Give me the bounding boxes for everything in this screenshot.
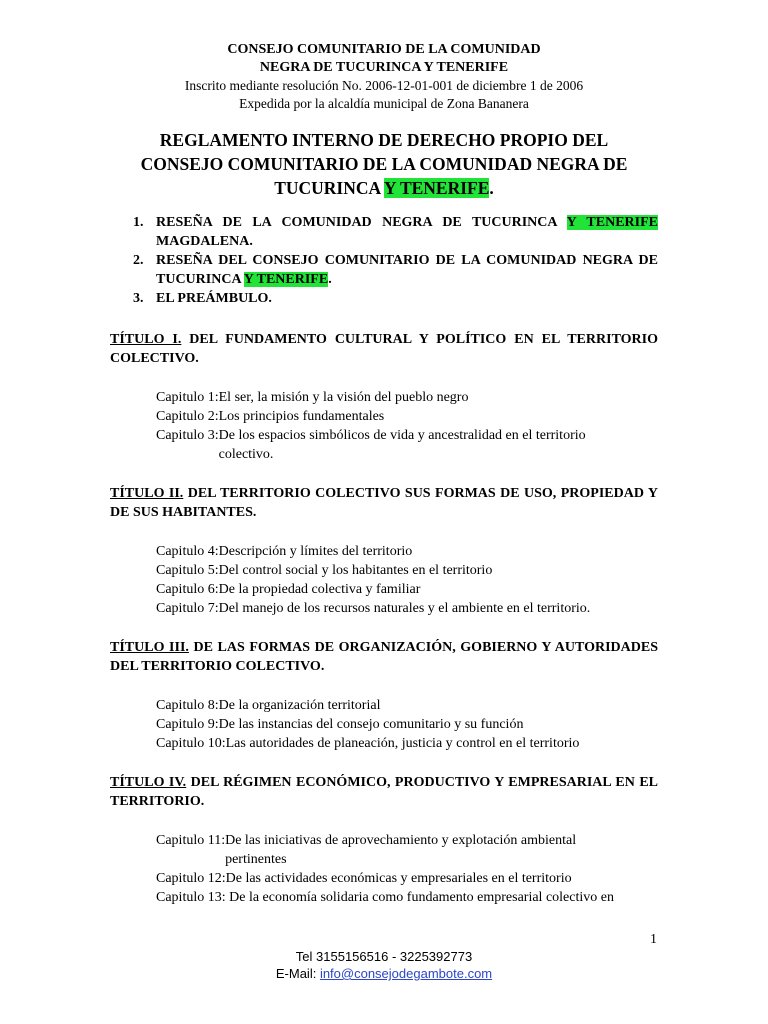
numbered-item <box>110 213 658 251</box>
titulo-label: TÍTULO I. <box>110 332 182 347</box>
titulo-text: DEL RÉGIMEN ECONÓMICO, PRODUCTIVO Y EMPRESARIAL EN EL TERRITORIO. <box>110 775 658 809</box>
numbered-list <box>110 213 658 308</box>
document-title-highlight: Y TENERIFE <box>383 178 490 198</box>
chapter-text: Los principios fundamentales <box>218 409 385 424</box>
chapter-item <box>156 831 661 869</box>
numbered-item <box>110 251 658 289</box>
item-text-wrap <box>156 251 658 289</box>
page-number: 1 <box>650 932 657 947</box>
document-title-main: REGLAMENTO INTERNO DE DERECHO PROPIO DEL CONSEJO COMUNITARIO DE LA COMUNIDAD NEGRA DE TUCURINCA <box>140 130 628 198</box>
chapter-text: Del manejo de los recursos naturales y el ambiente en el territorio. <box>218 601 591 616</box>
letterhead <box>0 41 768 113</box>
letterhead-line-3: Inscrito mediante resolución No. 2006-12-01-001 de diciembre 1 de 2006 <box>184 78 584 93</box>
chapter-label: Capitulo 12: <box>156 871 226 886</box>
chapter-list <box>156 831 661 907</box>
chapter-text: Descripción y límites del territorio <box>218 544 413 559</box>
chapter-item <box>156 388 661 407</box>
item-highlight: Y TENERIFE <box>566 215 658 230</box>
chapter-label: Capitulo 9: <box>156 717 219 732</box>
letterhead-line-1: CONSEJO COMUNITARIO DE LA COMUNIDAD <box>227 42 541 57</box>
chapter-label: Capitulo 10: <box>156 736 226 751</box>
titulo-heading <box>110 773 658 811</box>
chapter-text: De las iniciativas de aprovechamiento y explotación ambiental pertinentes <box>225 833 577 867</box>
chapter-label: Capitulo 5: <box>156 563 219 578</box>
chapter-label: Capitulo 13: <box>156 890 230 905</box>
item-after: MAGDALENA. <box>156 234 253 249</box>
letterhead-line-2: NEGRA DE TUCURINCA Y TENERIFE <box>259 60 509 75</box>
item-highlight: Y TENERIFE <box>243 272 329 287</box>
document-title-end: . <box>489 178 494 198</box>
chapter-label: Capitulo 2: <box>156 409 219 424</box>
item-text: EL PREÁMBULO. <box>156 291 272 306</box>
chapter-text: De la economía solidaria como fundamento empresarial colectivo en <box>229 890 614 905</box>
titulo-text: DEL FUNDAMENTO CULTURAL Y POLÍTICO EN EL TERRITORIO COLECTIVO. <box>110 332 658 366</box>
chapter-item <box>156 407 661 426</box>
item-number: 2. <box>133 253 144 268</box>
titulo-text: DEL TERRITORIO COLECTIVO SUS FORMAS DE USO, PROPIEDAD Y DE SUS HABITANTES. <box>110 486 659 520</box>
titulo-heading <box>110 638 658 676</box>
chapter-item <box>156 715 661 734</box>
page-footer <box>0 948 768 982</box>
chapter-item <box>156 599 661 618</box>
chapter-text: De la propiedad colectiva y familiar <box>218 582 421 597</box>
footer-email-link[interactable]: info@consejodegambote.com <box>319 966 493 981</box>
chapter-item <box>156 426 661 464</box>
document-title <box>120 128 648 200</box>
chapter-item <box>156 696 661 715</box>
item-text-wrap <box>156 289 658 308</box>
chapter-item <box>156 888 661 907</box>
chapter-text: De la organización territorial <box>218 698 381 713</box>
chapter-label: Capitulo 3: <box>156 428 219 443</box>
item-number: 1. <box>133 215 144 230</box>
chapter-text: El ser, la misión y la visión del pueblo negro <box>218 390 469 405</box>
chapter-text: De las instancias del consejo comunitario y su función <box>218 717 524 732</box>
footer-phone: Tel 3155156516 - 3225392773 <box>295 949 473 964</box>
chapter-label: Capitulo 4: <box>156 544 219 559</box>
chapter-item <box>156 561 661 580</box>
chapter-label: Capitulo 11: <box>156 833 226 848</box>
titulo-label: TÍTULO III. <box>110 640 189 655</box>
item-text-wrap <box>156 213 658 251</box>
titulo-label: TÍTULO II. <box>110 486 184 501</box>
chapter-list <box>156 696 661 753</box>
item-after: . <box>328 272 332 287</box>
chapter-label: Capitulo 7: <box>156 601 219 616</box>
chapter-item <box>156 580 661 599</box>
titulo-heading <box>110 330 658 368</box>
footer-email-line <box>0 965 768 982</box>
chapter-label: Capitulo 1: <box>156 390 219 405</box>
footer-email-label: E-Mail: <box>275 966 320 981</box>
chapter-label: Capitulo 8: <box>156 698 219 713</box>
chapter-item <box>156 542 661 561</box>
chapter-item <box>156 869 661 888</box>
chapter-label: Capitulo 6: <box>156 582 219 597</box>
chapter-text: De los espacios simbólicos de vida y ancestralidad en el territorio colectivo. <box>218 428 586 462</box>
titulo-text: DE LAS FORMAS DE ORGANIZACIÓN, GOBIERNO Y AUTORIDADES DEL TERRITORIO COLECTIVO. <box>110 640 658 674</box>
numbered-item <box>110 289 658 308</box>
titulo-heading <box>110 484 658 522</box>
item-number: 3. <box>133 291 144 306</box>
chapter-text: Del control social y los habitantes en el territorio <box>218 563 493 578</box>
chapter-list <box>156 542 661 618</box>
chapter-list <box>156 388 661 464</box>
chapter-text: Las autoridades de planeación, justicia y control en el territorio <box>225 736 580 751</box>
chapter-item <box>156 734 661 753</box>
chapter-text: De las actividades económicas y empresariales en el territorio <box>225 871 572 886</box>
item-text: RESEÑA DE LA COMUNIDAD NEGRA DE TUCURINCA <box>156 215 567 230</box>
item-text: RESEÑA DEL CONSEJO COMUNITARIO DE LA COMUNIDAD NEGRA DE TUCURINCA <box>156 253 658 287</box>
titulo-label: TÍTULO IV. <box>110 775 187 790</box>
letterhead-line-4: Expedida por la alcaldía municipal de Zona Bananera <box>239 96 529 111</box>
